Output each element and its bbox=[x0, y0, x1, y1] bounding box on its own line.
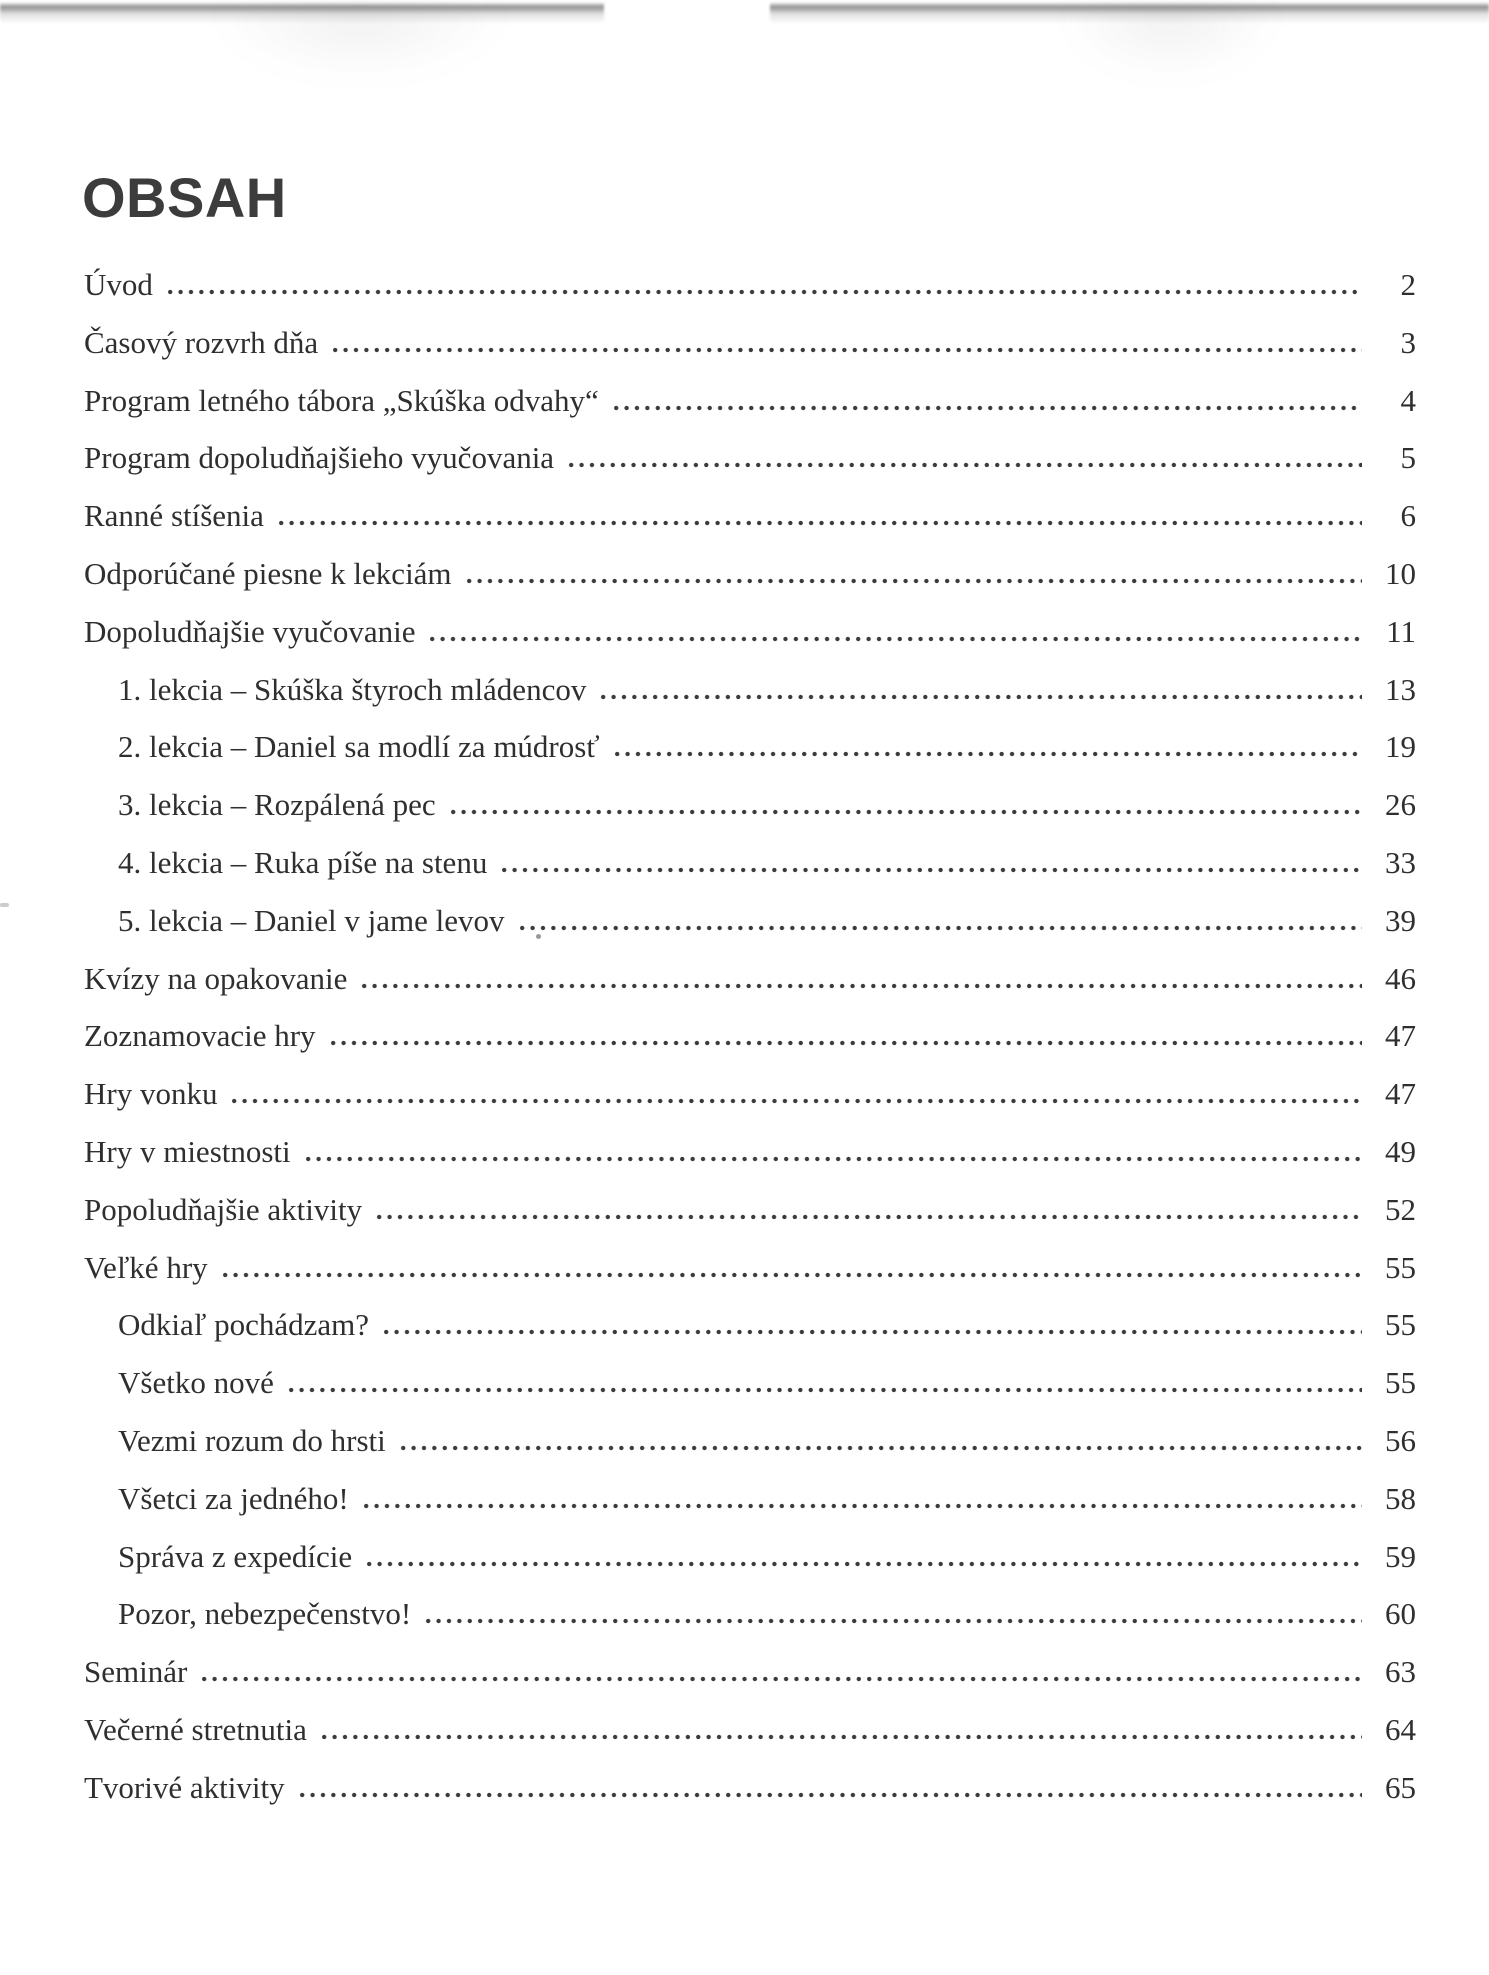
toc-entry-page-number: 39 bbox=[1385, 902, 1416, 938]
dot-leader bbox=[359, 983, 1362, 989]
toc-entry bbox=[84, 1585, 1416, 1643]
dot-leader bbox=[398, 1445, 1362, 1451]
dot-leader bbox=[566, 462, 1362, 468]
toc-entry-label: Odkiaľ pochádzam? bbox=[118, 1307, 370, 1343]
toc-entry-label: Všetci za jedného! bbox=[118, 1480, 349, 1516]
toc-entry-page-number: 49 bbox=[1385, 1133, 1416, 1169]
toc-entry-label: Úvod bbox=[84, 267, 153, 302]
dot-leader bbox=[328, 1040, 1362, 1046]
dot-leader bbox=[517, 925, 1362, 931]
dot-leader bbox=[319, 1734, 1362, 1740]
dot-leader bbox=[297, 1792, 1362, 1798]
toc-entry bbox=[84, 1528, 1416, 1586]
dot-leader bbox=[229, 1098, 1362, 1104]
dot-leader bbox=[464, 578, 1362, 584]
toc-entry-label: Odporúčané piesne k lekciám bbox=[84, 555, 452, 591]
toc-entry-label: Časový rozvrh dňa bbox=[84, 324, 319, 360]
toc-entry bbox=[84, 1759, 1416, 1817]
dot-leader bbox=[286, 1387, 1362, 1393]
dot-leader bbox=[427, 636, 1362, 642]
toc-entry-label: Dopoludňajšie vyučovanie bbox=[84, 613, 416, 649]
toc-entry-page-number: 19 bbox=[1385, 729, 1416, 765]
toc-entry-label: Ranné stíšenia bbox=[84, 498, 264, 534]
toc-entry-label: Tvorivé aktivity bbox=[84, 1769, 285, 1805]
scan-shadow-artifact bbox=[0, 2, 604, 24]
dot-leader bbox=[381, 1329, 1362, 1335]
toc-entry-label: 1. lekcia – Skúška štyroch mládencov bbox=[118, 671, 587, 707]
toc-entry-page-number: 60 bbox=[1385, 1596, 1416, 1632]
toc-entry bbox=[84, 372, 1416, 430]
toc-entry-label: 5. lekcia – Daniel v jame levov bbox=[118, 902, 505, 938]
dot-leader bbox=[165, 289, 1362, 295]
toc-entry-page-number: 52 bbox=[1385, 1191, 1416, 1227]
toc-entry-label: Kvízy na opakovanie bbox=[84, 960, 348, 996]
toc-entry-page-number: 47 bbox=[1385, 1076, 1416, 1112]
toc-entry bbox=[84, 429, 1416, 487]
page-title: OBSAH bbox=[82, 166, 287, 229]
toc-entry bbox=[84, 1354, 1416, 1412]
toc-entry bbox=[84, 1701, 1416, 1759]
toc-entry-page-number: 59 bbox=[1385, 1538, 1416, 1574]
toc-entry-page-number: 3 bbox=[1400, 324, 1416, 360]
toc-entry-label: Pozor, nebezpečenstvo! bbox=[118, 1596, 412, 1632]
scan-shadow-artifact bbox=[770, 2, 1489, 24]
toc-entry-label: Vezmi rozum do hrsti bbox=[118, 1422, 386, 1458]
toc-entry bbox=[84, 1123, 1416, 1181]
dot-leader bbox=[448, 809, 1362, 815]
toc-entry bbox=[84, 314, 1416, 372]
toc-entry-page-number: 2 bbox=[1400, 267, 1416, 302]
dot-leader bbox=[199, 1676, 1362, 1682]
toc-entry-page-number: 55 bbox=[1385, 1365, 1416, 1401]
toc-entry bbox=[84, 834, 1416, 892]
toc-entry-page-number: 65 bbox=[1385, 1769, 1416, 1805]
toc-entry bbox=[84, 1007, 1416, 1065]
toc-entry bbox=[84, 718, 1416, 776]
toc-entry bbox=[84, 1296, 1416, 1354]
toc-entry bbox=[84, 1065, 1416, 1123]
toc-entry-page-number: 55 bbox=[1385, 1249, 1416, 1285]
dot-leader bbox=[364, 1561, 1362, 1567]
toc-entry-label: Večerné stretnutia bbox=[84, 1711, 307, 1747]
dot-leader bbox=[598, 694, 1362, 700]
toc-entry-page-number: 63 bbox=[1385, 1654, 1416, 1690]
toc-entry bbox=[84, 1470, 1416, 1528]
toc-entry-label: 2. lekcia – Daniel sa modlí za múdrosť bbox=[118, 729, 600, 765]
toc-entry-label: Program dopoludňajšieho vyučovania bbox=[84, 440, 555, 476]
scan-shadow-artifact bbox=[1060, 8, 1280, 78]
toc-entry bbox=[84, 1181, 1416, 1239]
toc-entry-page-number: 55 bbox=[1385, 1307, 1416, 1343]
toc-entry-page-number: 46 bbox=[1385, 960, 1416, 996]
toc-entry bbox=[84, 256, 1416, 314]
toc-entry-label: Zoznamovacie hry bbox=[84, 1018, 316, 1054]
dot-leader bbox=[374, 1214, 1362, 1220]
toc-entry-label: Popoludňajšie aktivity bbox=[84, 1191, 363, 1227]
toc-entry-label: 3. lekcia – Rozpálená pec bbox=[118, 787, 436, 823]
toc-entry-label: Všetko nové bbox=[118, 1365, 274, 1401]
toc-entry-page-number: 33 bbox=[1385, 844, 1416, 880]
toc-entry-label: Hry v miestnosti bbox=[84, 1133, 291, 1169]
toc-entry bbox=[84, 776, 1416, 834]
toc-entry-page-number: 5 bbox=[1400, 440, 1416, 476]
toc-entry bbox=[84, 603, 1416, 661]
toc-list bbox=[84, 256, 1416, 1817]
toc-entry bbox=[84, 1412, 1416, 1470]
toc-entry bbox=[84, 545, 1416, 603]
dot-leader bbox=[303, 1156, 1362, 1162]
toc-entry-label: Hry vonku bbox=[84, 1076, 218, 1112]
toc-entry-page-number: 6 bbox=[1400, 498, 1416, 534]
dot-leader bbox=[220, 1272, 1362, 1278]
dot-leader bbox=[423, 1618, 1362, 1624]
dot-leader bbox=[612, 751, 1362, 757]
toc-entry-page-number: 26 bbox=[1385, 787, 1416, 823]
toc-entry-label: Správa z expedície bbox=[118, 1538, 353, 1574]
toc-entry bbox=[84, 950, 1416, 1008]
toc-entry-page-number: 47 bbox=[1385, 1018, 1416, 1054]
toc-entry bbox=[84, 1643, 1416, 1701]
toc-entry bbox=[84, 487, 1416, 545]
toc-entry-page-number: 58 bbox=[1385, 1480, 1416, 1516]
toc-entry-label: Program letného tábora „Skúška odvahy“ bbox=[84, 382, 599, 418]
toc-entry bbox=[84, 892, 1416, 950]
toc-entry-page-number: 64 bbox=[1385, 1711, 1416, 1747]
toc-entry-label: Veľké hry bbox=[84, 1249, 208, 1285]
toc-entry bbox=[84, 661, 1416, 719]
toc-entry-page-number: 11 bbox=[1386, 613, 1416, 649]
scan-shadow-artifact bbox=[210, 8, 510, 78]
dot-leader bbox=[611, 405, 1362, 411]
toc-entry bbox=[84, 1239, 1416, 1297]
dot-leader bbox=[330, 347, 1362, 353]
toc-entry-label: 4. lekcia – Ruka píše na stenu bbox=[118, 844, 488, 880]
toc-entry-label: Seminár bbox=[84, 1654, 188, 1690]
toc-entry-page-number: 4 bbox=[1400, 382, 1416, 418]
scan-speckle-artifact bbox=[0, 903, 9, 907]
toc-entry-page-number: 56 bbox=[1385, 1422, 1416, 1458]
dot-leader bbox=[361, 1503, 1362, 1509]
toc-entry-page-number: 10 bbox=[1385, 555, 1416, 591]
dot-leader bbox=[276, 520, 1362, 526]
dot-leader bbox=[499, 867, 1362, 873]
toc-entry-page-number: 13 bbox=[1385, 671, 1416, 707]
